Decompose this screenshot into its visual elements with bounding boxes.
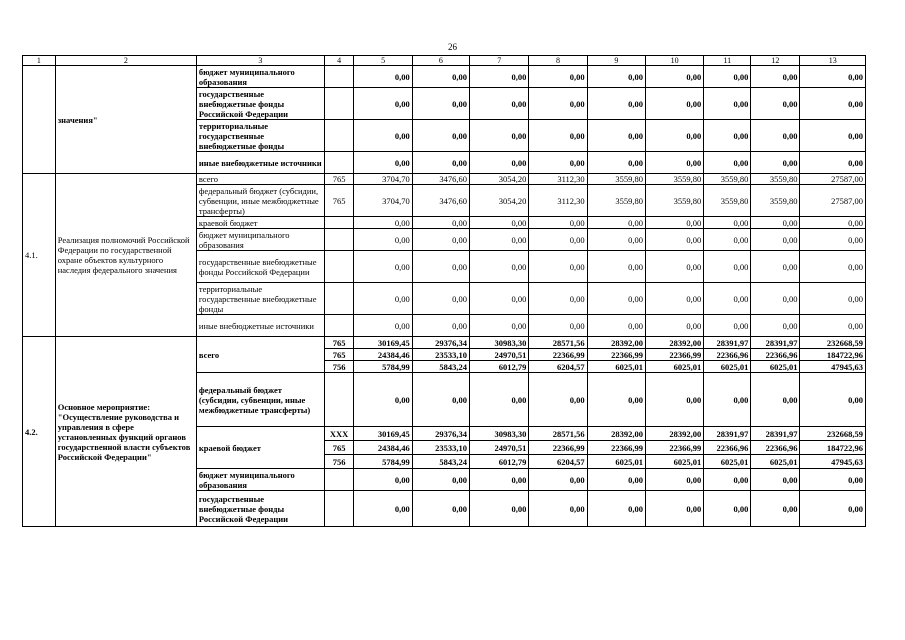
code-cell	[324, 229, 354, 251]
code-cell: 756	[324, 361, 354, 373]
value-cell: 6025,01	[645, 361, 703, 373]
value-cell: 0,00	[800, 373, 866, 427]
value-cell: 6025,01	[587, 361, 645, 373]
value-cell: 0,00	[412, 229, 469, 251]
funding-source: иные внебюджетные источники	[196, 152, 324, 174]
value-cell: 3559,80	[751, 185, 800, 217]
value-cell: 0,00	[704, 315, 751, 337]
value-cell: 0,00	[412, 469, 469, 491]
value-cell: 0,00	[704, 217, 751, 229]
value-cell: 0,00	[587, 217, 645, 229]
value-cell: 0,00	[354, 66, 412, 88]
value-cell: 3704,70	[354, 185, 412, 217]
item-title: Основное мероприятие: "Осуществление руководства и управления в сфере установленных функций органов государственной власти субъектов Российской Федерации"	[55, 337, 196, 527]
table-row	[23, 174, 866, 185]
value-cell: 27587,00	[800, 185, 866, 217]
value-cell: 5784,99	[354, 455, 412, 469]
code-cell	[324, 373, 354, 427]
funding-source: всего	[196, 174, 324, 185]
funding-source: государственные внебюджетные фонды Российской Федерации	[196, 491, 324, 527]
value-cell: 0,00	[704, 88, 751, 120]
column-header: 9	[587, 56, 645, 66]
value-cell: 5784,99	[354, 361, 412, 373]
column-header: 11	[704, 56, 751, 66]
code-cell	[324, 315, 354, 337]
value-cell: 6012,79	[470, 361, 529, 373]
value-cell: 0,00	[645, 152, 703, 174]
value-cell: 0,00	[800, 283, 866, 315]
value-cell: 0,00	[587, 283, 645, 315]
value-cell: 0,00	[587, 469, 645, 491]
budget-table	[22, 55, 866, 527]
column-header: 8	[529, 56, 587, 66]
value-cell: 28392,00	[645, 337, 703, 349]
item-title: значения"	[55, 66, 196, 174]
value-cell: 0,00	[587, 66, 645, 88]
value-cell: 0,00	[751, 491, 800, 527]
value-cell: 0,00	[529, 251, 587, 283]
value-cell: 0,00	[751, 120, 800, 152]
value-cell: 0,00	[645, 283, 703, 315]
value-cell: 3054,20	[470, 174, 529, 185]
value-cell: 30169,45	[354, 427, 412, 441]
table-row	[23, 337, 866, 349]
value-cell: 0,00	[587, 120, 645, 152]
value-cell: 0,00	[529, 229, 587, 251]
value-cell: 24384,46	[354, 349, 412, 361]
value-cell: 0,00	[645, 120, 703, 152]
code-cell	[324, 217, 354, 229]
value-cell: 0,00	[704, 120, 751, 152]
value-cell: 29376,34	[412, 427, 469, 441]
value-cell: 3559,80	[587, 174, 645, 185]
value-cell: 232668,59	[800, 427, 866, 441]
code-cell: 765	[324, 441, 354, 455]
value-cell: 0,00	[587, 88, 645, 120]
value-cell: 22366,96	[704, 441, 751, 455]
value-cell: 0,00	[645, 373, 703, 427]
value-cell: 22366,99	[529, 441, 587, 455]
funding-source: федеральный бюджет (субсидии, субвенции, иные межбюджетные трансферты)	[196, 185, 324, 217]
value-cell: 0,00	[470, 315, 529, 337]
value-cell: 47945,63	[800, 361, 866, 373]
value-cell: 5843,24	[412, 361, 469, 373]
value-cell: 0,00	[412, 120, 469, 152]
column-header: 6	[412, 56, 469, 66]
value-cell: 22366,99	[587, 441, 645, 455]
value-cell: 22366,96	[704, 349, 751, 361]
column-header: 2	[55, 56, 196, 66]
value-cell: 0,00	[470, 152, 529, 174]
value-cell: 0,00	[645, 88, 703, 120]
value-cell: 0,00	[470, 229, 529, 251]
column-header: 3	[196, 56, 324, 66]
value-cell: 3476,60	[412, 174, 469, 185]
value-cell: 28391,97	[751, 427, 800, 441]
page-number: 26	[448, 42, 457, 52]
value-cell: 0,00	[704, 152, 751, 174]
value-cell: 0,00	[751, 88, 800, 120]
value-cell: 0,00	[354, 491, 412, 527]
value-cell: 0,00	[704, 229, 751, 251]
value-cell: 3559,80	[751, 174, 800, 185]
funding-source: краевой бюджет	[196, 427, 324, 469]
value-cell: 22366,96	[751, 441, 800, 455]
value-cell: 28392,00	[587, 427, 645, 441]
value-cell: 30983,30	[470, 427, 529, 441]
funding-source: бюджет муниципального образования	[196, 66, 324, 88]
value-cell: 0,00	[529, 120, 587, 152]
column-header: 7	[470, 56, 529, 66]
value-cell: 0,00	[412, 373, 469, 427]
value-cell: 22366,99	[645, 349, 703, 361]
value-cell: 0,00	[704, 251, 751, 283]
code-cell	[324, 491, 354, 527]
value-cell: 0,00	[645, 217, 703, 229]
value-cell: 0,00	[800, 229, 866, 251]
value-cell: 0,00	[412, 491, 469, 527]
value-cell: 28392,00	[645, 427, 703, 441]
code-cell: 765	[324, 174, 354, 185]
value-cell: 0,00	[529, 152, 587, 174]
value-cell: 0,00	[470, 217, 529, 229]
value-cell: 0,00	[645, 229, 703, 251]
value-cell: 23533,10	[412, 349, 469, 361]
value-cell: 0,00	[354, 120, 412, 152]
value-cell: 22366,96	[751, 349, 800, 361]
value-cell: 28571,56	[529, 337, 587, 349]
value-cell: 0,00	[529, 66, 587, 88]
value-cell: 22366,99	[587, 349, 645, 361]
value-cell: 3559,80	[587, 185, 645, 217]
value-cell: 6025,01	[704, 455, 751, 469]
item-number	[23, 66, 56, 174]
value-cell: 0,00	[412, 251, 469, 283]
value-cell: 0,00	[354, 315, 412, 337]
value-cell: 6025,01	[704, 361, 751, 373]
code-cell	[324, 283, 354, 315]
code-cell	[324, 66, 354, 88]
value-cell: 0,00	[751, 251, 800, 283]
value-cell: 0,00	[354, 152, 412, 174]
funding-source: федеральный бюджет (субсидии, субвенции, иные межбюджетные трансферты)	[196, 373, 324, 427]
value-cell: 28391,97	[704, 337, 751, 349]
value-cell: 0,00	[800, 66, 866, 88]
value-cell: 29376,34	[412, 337, 469, 349]
value-cell: 0,00	[354, 373, 412, 427]
value-cell: 3112,30	[529, 174, 587, 185]
value-cell: 0,00	[587, 491, 645, 527]
value-cell: 22366,99	[645, 441, 703, 455]
value-cell: 0,00	[751, 373, 800, 427]
code-cell: 756	[324, 455, 354, 469]
code-cell	[324, 152, 354, 174]
value-cell: 0,00	[470, 66, 529, 88]
value-cell: 0,00	[800, 469, 866, 491]
value-cell: 6204,57	[529, 361, 587, 373]
value-cell: 24970,51	[470, 349, 529, 361]
column-header: 12	[751, 56, 800, 66]
value-cell: 0,00	[800, 251, 866, 283]
value-cell: 3559,80	[645, 174, 703, 185]
value-cell: 0,00	[354, 88, 412, 120]
value-cell: 0,00	[587, 152, 645, 174]
value-cell: 6025,01	[751, 361, 800, 373]
value-cell: 0,00	[529, 88, 587, 120]
value-cell: 3704,70	[354, 174, 412, 185]
value-cell: 24970,51	[470, 441, 529, 455]
funding-source: бюджет муниципального образования	[196, 469, 324, 491]
value-cell: 0,00	[412, 217, 469, 229]
value-cell: 0,00	[470, 491, 529, 527]
value-cell: 6025,01	[751, 455, 800, 469]
funding-source: территориальные государственные внебюджетные фонды	[196, 283, 324, 315]
value-cell: 22366,99	[529, 349, 587, 361]
value-cell: 3054,20	[470, 185, 529, 217]
value-cell: 3112,30	[529, 185, 587, 217]
value-cell: 0,00	[751, 229, 800, 251]
value-cell: 0,00	[645, 66, 703, 88]
funding-source: краевой бюджет	[196, 217, 324, 229]
value-cell: 28391,97	[704, 427, 751, 441]
value-cell: 0,00	[800, 491, 866, 527]
item-number: 4.2.	[23, 337, 56, 527]
value-cell: 0,00	[645, 251, 703, 283]
code-cell	[324, 88, 354, 120]
funding-source: бюджет муниципального образования	[196, 229, 324, 251]
value-cell: 0,00	[412, 283, 469, 315]
value-cell: 0,00	[645, 491, 703, 527]
code-cell	[324, 251, 354, 283]
value-cell: 23533,10	[412, 441, 469, 455]
value-cell: 0,00	[529, 373, 587, 427]
column-header-row	[23, 56, 866, 66]
value-cell: 0,00	[645, 469, 703, 491]
value-cell: 184722,96	[800, 349, 866, 361]
value-cell: 0,00	[645, 315, 703, 337]
value-cell: 6204,57	[529, 455, 587, 469]
value-cell: 0,00	[751, 217, 800, 229]
value-cell: 3559,80	[645, 185, 703, 217]
value-cell: 30169,45	[354, 337, 412, 349]
value-cell: 47945,63	[800, 455, 866, 469]
value-cell: 0,00	[354, 283, 412, 315]
value-cell: 0,00	[751, 283, 800, 315]
value-cell: 3559,80	[704, 174, 751, 185]
funding-source: территориальные государственные внебюджетные фонды	[196, 120, 324, 152]
code-cell	[324, 120, 354, 152]
value-cell: 0,00	[587, 373, 645, 427]
value-cell: 0,00	[412, 315, 469, 337]
value-cell: 0,00	[704, 491, 751, 527]
value-cell: 28392,00	[587, 337, 645, 349]
value-cell: 3559,80	[704, 185, 751, 217]
value-cell: 0,00	[751, 66, 800, 88]
table-row	[23, 66, 866, 88]
column-header: 10	[645, 56, 703, 66]
value-cell: 0,00	[704, 66, 751, 88]
value-cell: 6025,01	[587, 455, 645, 469]
value-cell: 0,00	[800, 217, 866, 229]
value-cell: 28571,56	[529, 427, 587, 441]
value-cell: 0,00	[470, 373, 529, 427]
item-title: Реализация полномочий Российской Федерации по государственной охране объектов культурного наследия федерального значения	[55, 174, 196, 337]
value-cell: 3476,60	[412, 185, 469, 217]
item-number: 4.1.	[23, 174, 56, 337]
funding-source: иные внебюджетные источники	[196, 315, 324, 337]
value-cell: 0,00	[529, 315, 587, 337]
value-cell: 0,00	[587, 229, 645, 251]
funding-source: государственные внебюджетные фонды Российской Федерации	[196, 251, 324, 283]
column-header: 4	[324, 56, 354, 66]
value-cell: 6025,01	[645, 455, 703, 469]
code-cell: 765	[324, 185, 354, 217]
value-cell: 0,00	[704, 469, 751, 491]
value-cell: 0,00	[800, 315, 866, 337]
value-cell: 27587,00	[800, 174, 866, 185]
value-cell: 30983,30	[470, 337, 529, 349]
code-cell	[324, 469, 354, 491]
value-cell: 0,00	[704, 283, 751, 315]
code-cell: 765	[324, 349, 354, 361]
value-cell: 0,00	[529, 469, 587, 491]
value-cell: 0,00	[354, 251, 412, 283]
value-cell: 0,00	[470, 88, 529, 120]
value-cell: 0,00	[412, 88, 469, 120]
value-cell: 0,00	[529, 283, 587, 315]
value-cell: 0,00	[800, 152, 866, 174]
value-cell: 6012,79	[470, 455, 529, 469]
value-cell: 0,00	[751, 469, 800, 491]
code-cell: 765	[324, 337, 354, 349]
column-header: 5	[354, 56, 412, 66]
value-cell: 0,00	[751, 152, 800, 174]
value-cell: 0,00	[470, 251, 529, 283]
value-cell: 0,00	[354, 229, 412, 251]
value-cell: 0,00	[529, 491, 587, 527]
value-cell: 0,00	[800, 88, 866, 120]
value-cell: 0,00	[470, 469, 529, 491]
value-cell: 24384,46	[354, 441, 412, 455]
value-cell: 184722,96	[800, 441, 866, 455]
value-cell: 5843,24	[412, 455, 469, 469]
code-cell: XXX	[324, 427, 354, 441]
column-header: 1	[23, 56, 56, 66]
value-cell: 0,00	[587, 315, 645, 337]
value-cell: 0,00	[800, 120, 866, 152]
value-cell: 0,00	[704, 373, 751, 427]
column-header: 13	[800, 56, 866, 66]
value-cell: 232668,59	[800, 337, 866, 349]
value-cell: 28391,97	[751, 337, 800, 349]
funding-source: всего	[196, 337, 324, 373]
value-cell: 0,00	[412, 66, 469, 88]
value-cell: 0,00	[354, 217, 412, 229]
value-cell: 0,00	[470, 283, 529, 315]
value-cell: 0,00	[529, 217, 587, 229]
value-cell: 0,00	[587, 251, 645, 283]
funding-source: государственные внебюджетные фонды Российской Федерации	[196, 88, 324, 120]
value-cell: 0,00	[412, 152, 469, 174]
value-cell: 0,00	[751, 315, 800, 337]
value-cell: 0,00	[470, 120, 529, 152]
value-cell: 0,00	[354, 469, 412, 491]
